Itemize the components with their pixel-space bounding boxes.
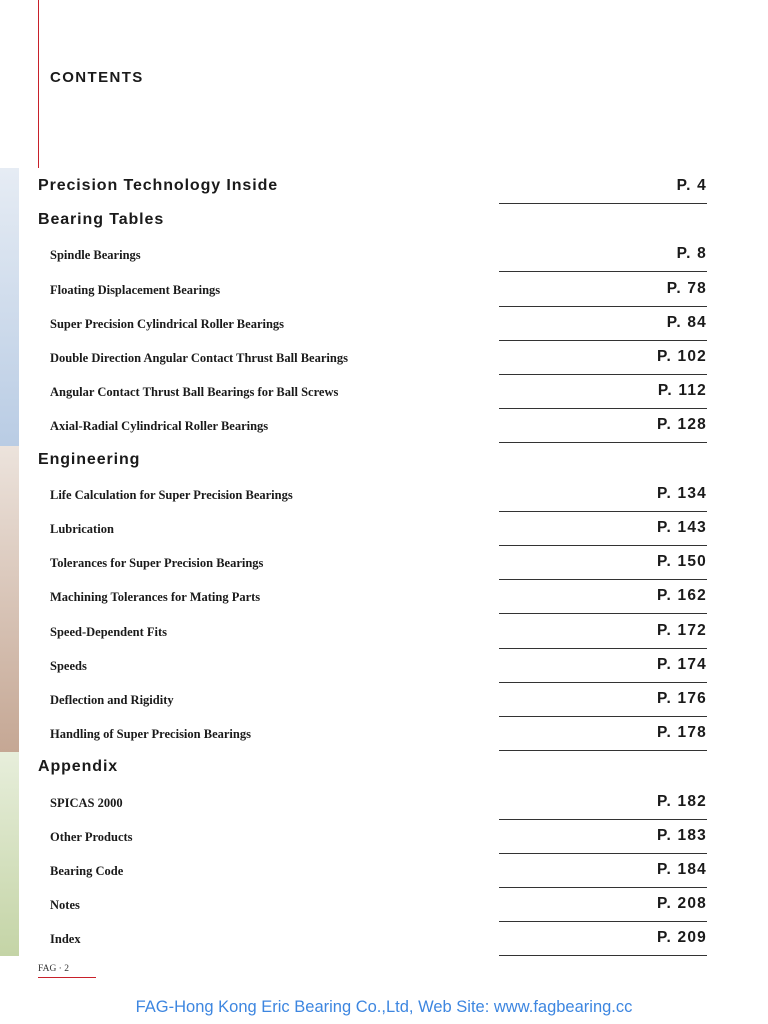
toc-page-number: P. 128 (656, 416, 707, 434)
toc-page-number: P. 84 (666, 313, 707, 331)
toc-entry[interactable] (0, 888, 768, 922)
toc-label: Double Direction Angular Contact Thrust Ball Bearings (50, 351, 348, 365)
page-title: CONTENTS (50, 69, 144, 86)
toc-label: Deflection and Rigidity (50, 693, 174, 707)
toc-page-number: P. 134 (656, 484, 707, 502)
toc-entry[interactable] (0, 717, 768, 751)
toc-entry[interactable] (0, 409, 768, 443)
toc-entry[interactable] (0, 922, 768, 956)
toc-page-number: P. 183 (656, 826, 707, 844)
top-red-rule (38, 0, 39, 168)
toc-label: Life Calculation for Super Precision Bearings (50, 487, 293, 502)
toc-entry[interactable] (0, 238, 768, 272)
toc-page-number: P. 78 (666, 279, 707, 297)
toc-section-heading (0, 204, 768, 238)
toc-page-number: P. 176 (656, 690, 707, 707)
toc-label: Super Precision Cylindrical Roller Bearings (50, 316, 285, 331)
toc-label: SPICAS 2000 (50, 795, 123, 810)
toc-label: Bearing Code (50, 864, 124, 878)
toc-entry[interactable] (0, 341, 768, 375)
toc-entry[interactable] (0, 615, 768, 649)
toc-entry[interactable] (0, 375, 768, 409)
toc-label: Notes (50, 898, 80, 913)
toc-page-number: P. 102 (656, 348, 707, 365)
toc-page-number: P. 112 (657, 382, 707, 400)
toc-label: Machining Tolerances for Mating Parts (50, 590, 261, 605)
toc-section-heading (0, 444, 768, 478)
toc-label: Speeds (50, 658, 87, 673)
toc-label: Axial-Radial Cylindrical Roller Bearings (50, 419, 269, 434)
toc-label: Index (50, 932, 81, 947)
toc-label: Bearing Tables (38, 211, 165, 229)
toc-page-number: P. 150 (656, 553, 707, 571)
toc-page-number: P. 174 (656, 655, 707, 673)
footer-website-line: FAG-Hong Kong Eric Bearing Co.,Ltd, Web Site: www.fagbearing.cc (135, 998, 633, 1016)
toc-entry[interactable] (0, 478, 768, 512)
toc-label: Angular Contact Thrust Ball Bearings for Ball Screws (50, 385, 339, 400)
toc-page-number: P. 172 (656, 621, 707, 639)
toc-section-entry[interactable] (0, 170, 768, 204)
toc-entry[interactable] (0, 273, 768, 307)
toc-underline (499, 955, 707, 956)
toc-page-number: P. 208 (656, 895, 707, 913)
toc-page-number: P. 178 (656, 724, 707, 742)
toc-entry[interactable] (0, 546, 768, 580)
toc-label: Other Products (50, 829, 133, 844)
toc-label: Spindle Bearings (50, 248, 141, 263)
toc-entry[interactable] (0, 649, 768, 683)
toc-label: Appendix (38, 758, 119, 776)
toc-entry[interactable] (0, 683, 768, 717)
footer-page-code: FAG · 2 (38, 964, 69, 974)
toc-section-heading (0, 751, 768, 785)
toc-entry[interactable] (0, 786, 768, 820)
toc-page-number: P. 162 (656, 587, 707, 605)
toc-label: Lubrication (50, 522, 114, 536)
toc-page-number: P. 184 (656, 861, 707, 878)
toc-label: Engineering (38, 450, 141, 468)
toc-label: Floating Displacement Bearings (50, 282, 221, 297)
toc-entry[interactable] (0, 580, 768, 614)
toc-entry[interactable] (0, 854, 768, 888)
toc-entry[interactable] (0, 820, 768, 854)
toc-page-number: P. 143 (656, 519, 707, 536)
toc-page-number: P. 182 (656, 792, 707, 810)
toc-entry[interactable] (0, 512, 768, 546)
toc-entry[interactable] (0, 307, 768, 341)
footer-red-rule (38, 977, 96, 978)
toc-label: Speed-Dependent Fits (50, 624, 168, 639)
toc-label: Tolerances for Super Precision Bearings (50, 556, 264, 571)
toc-page-number: P. 4 (676, 177, 707, 194)
toc-label: Handling of Super Precision Bearings (50, 727, 251, 742)
toc-label: Precision Technology Inside (38, 177, 279, 194)
toc-page-number: P. 209 (656, 929, 707, 947)
toc-page-number: P. 8 (676, 245, 707, 263)
